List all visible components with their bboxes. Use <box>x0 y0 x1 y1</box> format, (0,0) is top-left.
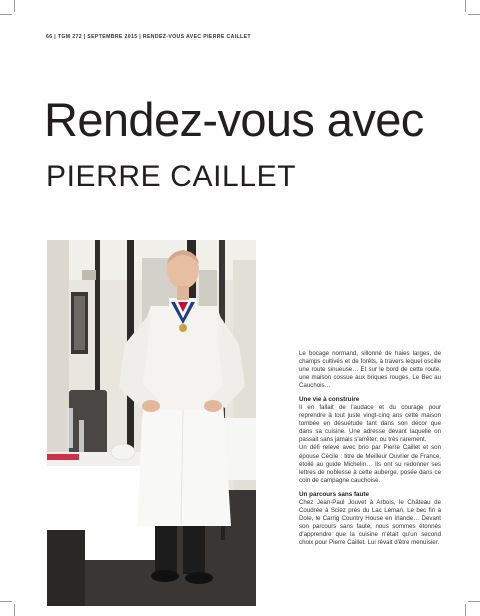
section-parcours-paragraph-1: Chez Jean-Paul Jouvet à Arbois, le Château de Coudrée à Sciez près du Lac Léman, Le bec fin à Dole, le Carrig Country House en Irlande… Devant son parcours sans faute, nous sommes étonnés d'apprendre que la cuisine n'était qu'un second choix pour Pierre Caillet. Lui rêvait d'être menuisier. <box>299 498 441 546</box>
crop-mark-top-left-h <box>0 14 12 15</box>
headline-name: PIERRE CAILLET <box>46 160 297 193</box>
headline: Rendez-vous avec <box>44 93 424 146</box>
section-heading-parcours: Un parcours sans faute <box>299 490 369 498</box>
crop-mark-bottom-left-h <box>0 601 12 602</box>
section-vie-paragraph-2: Un défi relevé avec brio par Pierre Caillet et son épouse Cécile : titre de Meilleur Ouvrier de France, étoilé au guide Michelin… Ils ont su redonner ses lettres de noblesse à cette auberge, posée dans ce coin de campagne cauchoise. <box>299 444 441 484</box>
crop-mark-top-right-h <box>468 14 480 15</box>
crop-mark-bottom-left <box>14 604 15 616</box>
crop-mark-top-right <box>465 0 466 12</box>
running-head: 66 | TGM 272 | SEPTEMBRE 2015 | RENDEZ-VOUS AVEC PIERRE CAILLET <box>46 34 251 40</box>
section-vie-paragraph-1: Il en fallait de l'audace et du courage pour reprendre à tout juste vingt-cinq ans cette maison tombée en désuétude tant dans son décor que dans sa cuisine. Une adresse devant laquelle on passait sans jamais s'arrêter, ou très rarement. <box>299 404 441 444</box>
chef-photo <box>47 240 256 606</box>
section-heading-vie: Une vie à construire <box>299 396 360 404</box>
article-intro: Le bocage normand, sillonné de haies larges, de champs cultivés et de forêts, à travers lequel oscille une route sinueuse… Et sur le bord de cette route, une maison cossue aux briques rouges. Le Bec au Cauchois… <box>299 350 441 390</box>
crop-mark-top-left <box>14 0 15 12</box>
article-body <box>299 350 441 547</box>
crop-mark-bottom-right-h <box>468 601 480 602</box>
crop-mark-bottom-right <box>465 604 466 616</box>
